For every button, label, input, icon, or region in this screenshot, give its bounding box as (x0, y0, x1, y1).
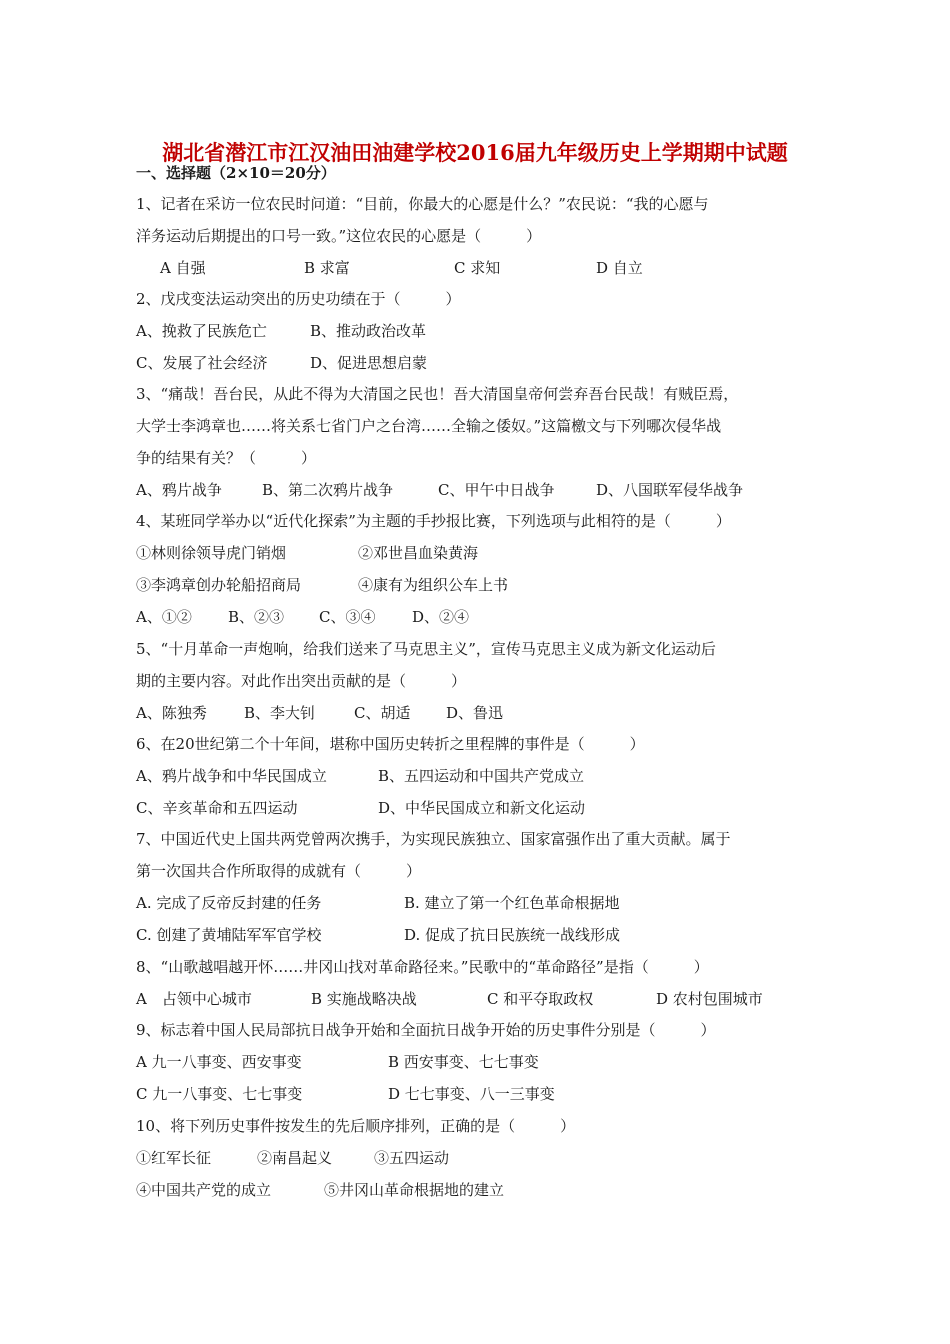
q1-stem-line1: 1、记者在采访一位农民时问道：“目前，你最大的心愿是什么？”农民说：“我的心愿与 (136, 195, 709, 213)
q4-option-d: D、②④ (412, 608, 470, 626)
q6-option-c: C、辛亥革命和五四运动 (136, 799, 298, 817)
q1-stem-line2: 洋务运动后期提出的口号一致。”这位农民的心愿是（ ） (136, 227, 542, 245)
q7-option-b: B. 建立了第一个红色革命根据地 (404, 894, 620, 912)
q9-option-c: C 九一八事变、七七事变 (136, 1085, 303, 1103)
q10-item-1: ①红军长征 (136, 1149, 212, 1167)
q6-stem: 6、在20世纪第二个十年间，堪称中国历史转折之里程牌的事件是（ ） (136, 735, 645, 753)
q7-stem-line1: 7、中国近代史上国共两党曾两次携手，为实现民族独立、国家富强作出了重大贡献。属于 (136, 830, 731, 848)
q3-stem-line1: 3、“痛哉！吾台民，从此不得为大清国之民也！吾大清国皇帝何尝弃吾台民哉！有贼臣焉， (136, 385, 739, 403)
q10-item-3: ③五四运动 (374, 1149, 450, 1167)
q6-option-d: D、中华民国成立和新文化运动 (378, 799, 586, 817)
q3-option-d: D、八国联军侵华战争 (596, 481, 744, 499)
section-heading: 一、选择题（2×10＝20分） (136, 164, 336, 182)
q1-option-b: B 求富 (304, 259, 350, 277)
q9-stem: 9、标志着中国人民局部抗日战争开始和全面抗日战争开始的历史事件分别是（ ） (136, 1021, 716, 1039)
q2-option-b: B、推动政治改革 (310, 322, 427, 340)
q5-stem-line1: 5、“十月革命一声炮响，给我们送来了马克思主义”，宣传马克思主义成为新文化运动后 (136, 640, 716, 658)
q2-option-a: A、挽救了民族危亡 (136, 322, 267, 340)
q6-option-a: A、鸦片战争和中华民国成立 (136, 767, 327, 785)
q4-item-1: ①林则徐领导虎门销烟 (136, 544, 287, 562)
q9-option-d: D 七七事变、八一三事变 (388, 1085, 555, 1103)
q4-item-2: ②邓世昌血染黄海 (358, 544, 479, 562)
q4-option-b: B、②③ (228, 608, 285, 626)
q5-stem-line2: 期的主要内容。对此作出突出贡献的是（ ） (136, 672, 467, 690)
q10-stem: 10、将下列历史事件按发生的先后顺序排列，正确的是（ ） (136, 1117, 576, 1135)
q1-option-a: A 自强 (160, 259, 206, 277)
q10-item-5: ⑤井冈山革命根据地的建立 (324, 1181, 505, 1199)
q5-option-c: C、胡适 (354, 704, 411, 722)
q7-option-d: D. 促成了抗日民族统一战线形成 (404, 926, 621, 944)
q8-option-a: A 占领中心城市 (136, 990, 252, 1008)
q5-option-b: B、李大钊 (244, 704, 316, 722)
q3-option-b: B、第二次鸦片战争 (262, 481, 394, 499)
q2-option-d: D、促进思想启蒙 (310, 354, 428, 372)
q8-option-b: B 实施战略决战 (311, 990, 417, 1008)
q4-item-4: ④康有为组织公车上书 (358, 576, 509, 594)
q7-option-c: C. 创建了黄埔陆军军官学校 (136, 926, 322, 944)
q3-stem-line2: 大学士李鸿章也……将关系七省门户之台湾……全输之倭奴。”这篇檄文与下列哪次侵华战 (136, 417, 722, 435)
q8-option-c: C 和平夺取政权 (487, 990, 594, 1008)
q1-option-c: C 求知 (454, 259, 501, 277)
q4-option-c: C、③④ (319, 608, 376, 626)
q8-stem: 8、“山歌越唱越开怀……井冈山找对革命路径来。”民歌中的“革命路径”是指（ ） (136, 958, 709, 976)
q5-option-a: A、陈独秀 (136, 704, 207, 722)
q5-option-d: D、鲁迅 (446, 704, 504, 722)
q4-option-a: A、①② (136, 608, 192, 626)
q10-item-2: ②南昌起义 (257, 1149, 333, 1167)
q1-option-d: D 自立 (596, 259, 643, 277)
q3-option-a: A、鸦片战争 (136, 481, 222, 499)
q2-option-c: C、发展了社会经济 (136, 354, 268, 372)
q4-item-3: ③李鸿章创办轮船招商局 (136, 576, 302, 594)
exam-title: 湖北省潜江市江汉油田油建学校2016届九年级历史上学期期中试题 (162, 140, 788, 165)
q3-option-c: C、甲午中日战争 (438, 481, 555, 499)
q6-option-b: B、五四运动和中国共产党成立 (378, 767, 585, 785)
q9-option-b: B 西安事变、七七事变 (388, 1053, 539, 1071)
q7-stem-line2: 第一次国共合作所取得的成就有（ ） (136, 862, 422, 880)
q7-option-a: A. 完成了反帝反封建的任务 (136, 894, 322, 912)
q10-item-4: ④中国共产党的成立 (136, 1181, 272, 1199)
q8-option-d: D 农村包围城市 (656, 990, 763, 1008)
q3-stem-line3: 争的结果有关？（ ） (136, 449, 317, 467)
q9-option-a: A 九一八事变、西安事变 (136, 1053, 302, 1071)
q4-stem: 4、某班同学举办以“近代化探索”为主题的手抄报比赛，下列选项与此相符的是（ ） (136, 512, 731, 530)
q2-stem: 2、戊戌变法运动突出的历史功绩在于（ ） (136, 290, 461, 308)
